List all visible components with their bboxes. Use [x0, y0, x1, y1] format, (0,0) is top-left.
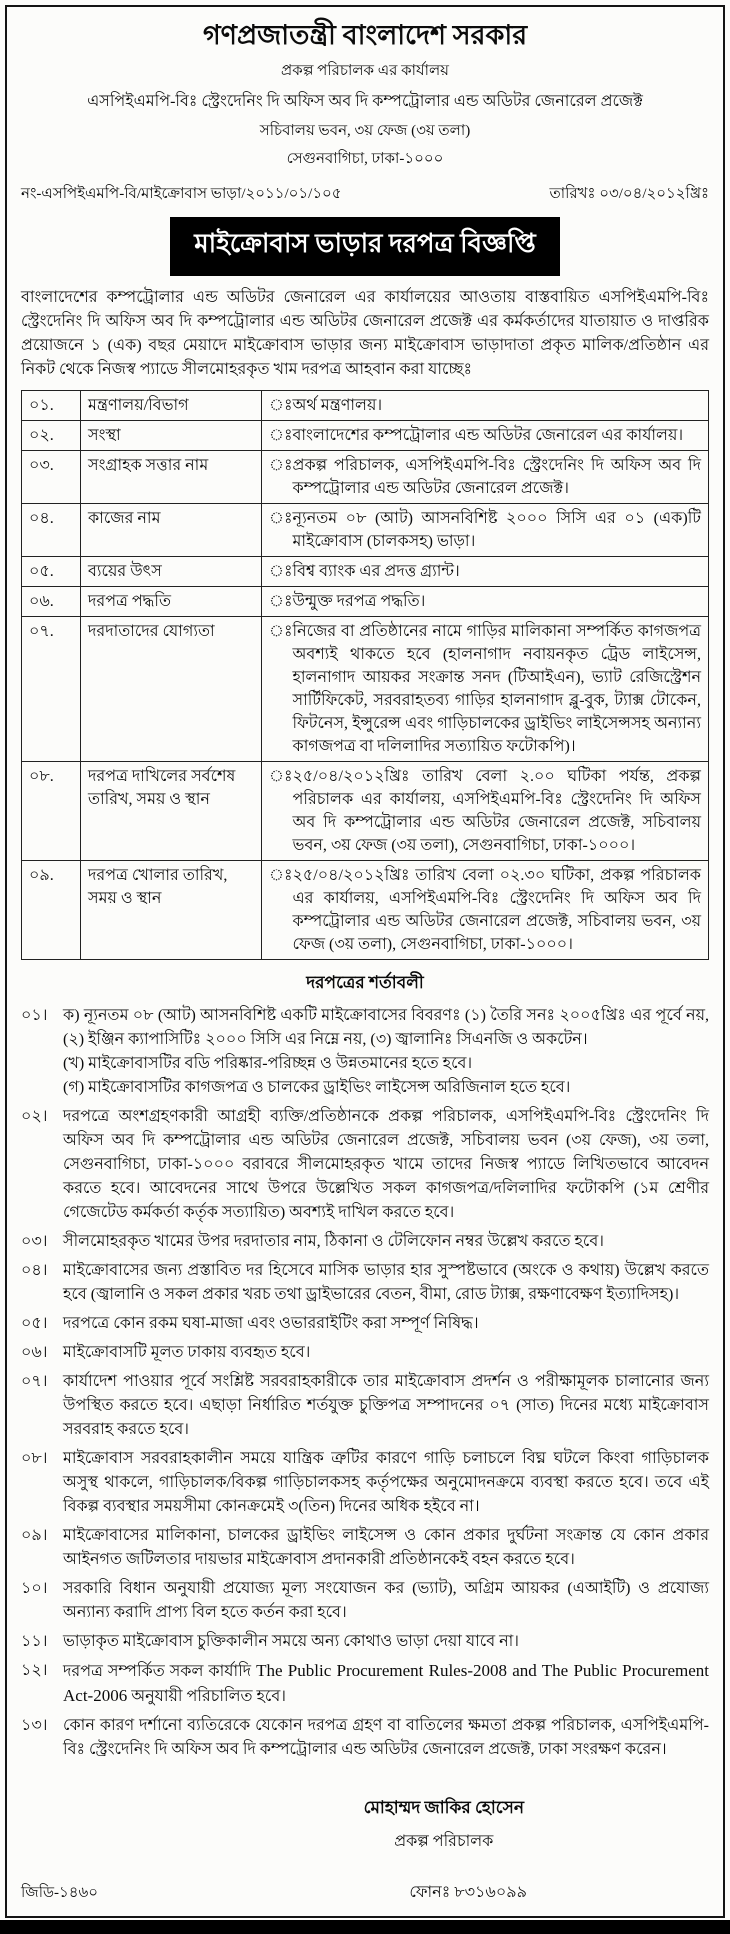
row-number: ০৪.: [22, 503, 81, 556]
term-text: কোন কারণ দর্শানো ব্যতিরেকে যেকোন দরপত্র গ্রহণ বা বাতিলের ক্ষমতা প্রকল্প পরিচালক, এসপিইএমপি-বিঃ স্ট্রেংদেনিং দি অফিস অব দি কম্পট্রোলার এন্ড অডিটর জেনারেল প্রজেক্ট, ঢাকা সংরক্ষণ করেন।: [63, 1716, 709, 1758]
footer-row: [21, 1879, 709, 1910]
colon-separator: ঃ: [269, 592, 293, 610]
term-text: মাইক্রোবাসটি মূলত ঢাকায় ব্যবহৃত হবে।: [63, 1343, 311, 1361]
row-number: ০৫.: [22, 556, 81, 586]
row-label: সংগ্রাহক সত্তার নাম: [81, 450, 262, 503]
term-text-english: The Public Procurement Rules-2008 and The Public Procurement Act-2006: [63, 1660, 710, 1705]
term-subitem-ga: (গ) মাইক্রোবাসটির কাগজপত্র ও চালকের ড্রাইভিং লাইসেন্স অরিজিনাল হতে হবে।: [63, 1078, 571, 1096]
table-row: [22, 616, 709, 761]
terms-heading: দরপত্রের শর্তাবলী: [306, 972, 424, 992]
row-value: বাংলাদেশের কম্পট্রোলার এন্ড অডিটর জেনারেল এর কার্যালয়।: [292, 426, 684, 444]
colon-separator: ঃ: [269, 866, 293, 884]
row-value: অর্থ মন্ত্রণালয়।: [292, 396, 383, 414]
term-number: ১২।: [21, 1661, 48, 1679]
term-text-bengali-pre: দরপত্র সম্পর্কিত সকল কার্যাদি: [63, 1662, 257, 1680]
colon-separator: ঃ: [269, 396, 293, 414]
term-item: [21, 1312, 709, 1336]
term-subitem-kha: (খ) মাইক্রোবাসটির বডি পরিষ্কার-পরিচ্ছন্ন ও উন্নতমানের হতে হবে।: [63, 1054, 473, 1072]
term-number: ০৭।: [21, 1372, 48, 1390]
row-value: প্রকল্প পরিচালক, এসপিইএমপি-বিঃ স্ট্রেংদেনিং দি অফিস অব দি কম্পট্রোলার এন্ড অডিটর জেনারেল প্রজেক্ট।: [292, 456, 701, 497]
term-item: [21, 1259, 709, 1307]
office-name: প্রকল্প পরিচালক এর কার্যালয়: [281, 62, 449, 79]
table-row: [22, 450, 709, 503]
term-text: [63, 1659, 709, 1709]
term-item: [21, 1105, 709, 1225]
project-name: এসপিইএমপি-বিঃ স্ট্রেংদেনিং দি অফিস অব দি কম্পট্রোলার এন্ড অডিটর জেনারেল প্রজেক্ট: [87, 92, 643, 110]
table-row: [22, 860, 709, 959]
row-label: দরদাতাদের যোগ্যতা: [81, 616, 262, 761]
term-item: [21, 1524, 709, 1572]
colon-separator: ঃ: [269, 509, 293, 527]
colon-separator: ঃ: [269, 426, 293, 444]
term-item: [21, 1230, 709, 1254]
term-number: ০২।: [21, 1107, 48, 1125]
row-value: নিজের বা প্রতিষ্ঠানের নামে গাড়ির মালিকানা সম্পর্কিত কাগজপত্র অবশ্যই থাকতে হবে (হালনাগাদ নবায়নকৃত ট্রেড লাইসেন্স, হালনাগাদ আয়কর সংক্রান্ত সনদ (টিআইএন), ভ্যাট রেজিস্ট্রেশন সার্টিফিকেট, সরবরাহতব্য গাড়ির হালনাগাদ ব্লু-বুক, ট্যাক্স টোকেন, ফিটনেস, ইন্সুরেন্স এবং গাড়িচালকের ড্রাইভিং লাইসেন্সসহ অন্যান্য কাগজপত্র বা দলিলাদির সত্যায়িত ফটোকপি)।: [292, 622, 701, 755]
term-text: দরপত্রে অংশগ্রহণকারী আগ্রহী ব্যক্তি/প্রতিষ্ঠানকে প্রকল্প পরিচালক, এসপিইএমপি-বিঃ স্ট্রেংদেনিং দি অফিস অব দি কম্পট্রোলার এন্ড অডিটর জেনারেল প্রজেক্ট, সচিবালয় ভবন (৩য় ফেজ), ৩য় তলা, সেগুনবাগিচা, ঢাকা-১০০০ বরাবরে সীলমোহরকৃত খামে তাদের নিজস্ব প্যাডে লিখিতভাবে আবেদন করতে হবে। আবেদনের সাথে উপরে উল্লেখিত সকল কাগজপত্র/দলিলাদির ফটোকপি (১ম শ্রেণীর গেজেটেড কর্মকর্তা কর্তৃক সত্যায়িত) অবশ্যই দাখিল করতে হবে।: [63, 1107, 709, 1221]
colon-separator: ঃ: [269, 767, 293, 785]
colon-separator: ঃ: [269, 456, 293, 474]
term-number: ০১।: [21, 1006, 48, 1024]
row-label: মন্ত্রণালয়/বিভাগ: [81, 390, 262, 420]
term-number: ০৯।: [21, 1526, 48, 1544]
table-row: [22, 503, 709, 556]
row-number: ০৭.: [22, 616, 81, 761]
gd-number: জিডি-১৪৬০: [21, 1884, 99, 1901]
term-item: [21, 1630, 709, 1654]
table-row: [22, 420, 709, 450]
term-text: সীলমোহরকৃত খামের উপর দরদাতার নাম, ঠিকানা ও টেলিফোন নম্বর উল্লেখ করতে হবে।: [63, 1232, 604, 1250]
term-text-bengali-post: অনুযায়ী পরিচালিত হবে।: [127, 1687, 286, 1705]
term-text: সরকারি বিধান অনুযায়ী প্রযোজ্য মূল্য সংযোজন কর (ভ্যাট), অগ্রিম আয়কর (এআইটি) ও প্রযোজ্য অন্যান্য করাদি প্রাপ্য বিল হতে কর্তন করা হবে।: [63, 1579, 709, 1621]
term-item: [21, 1341, 709, 1365]
document-body: [5, 5, 725, 1918]
memo-number: নং-এসপিইএমপি-বি/মাইক্রোবাস ভাড়া/২০১১/০১/১০৫: [21, 185, 342, 202]
term-text: দরপত্রে কোন রকম ঘষা-মাজা এবং ওভাররাইটিং করা সম্পূর্ণ নিষিদ্ধ।: [63, 1314, 479, 1332]
signatory-name: মোহাম্মদ জাকির হোসেন: [363, 1797, 524, 1817]
row-number: ০২.: [22, 420, 81, 450]
term-number: ০৪।: [21, 1261, 48, 1279]
term-text: ভাড়াকৃত মাইক্রোবাস চুক্তিকালীন সময়ে অন্য কোথাও ভাড়া দেয়া যাবে না।: [63, 1632, 520, 1650]
tender-info-table: [21, 390, 709, 960]
term-number: ০৬।: [21, 1343, 48, 1361]
table-row: [22, 390, 709, 420]
row-label: দরপত্র খোলার তারিখ, সময় ও স্থান: [81, 860, 262, 959]
table-row: [22, 586, 709, 616]
term-number: ১০।: [21, 1579, 48, 1597]
row-number: ০৬.: [22, 586, 81, 616]
row-label: দরপত্র পদ্ধতি: [81, 586, 262, 616]
term-item: [21, 1577, 709, 1625]
row-label: দরপত্র দাখিলের সর্বশেষ তারিখ, সময় ও স্থান: [81, 761, 262, 860]
signature-block: [364, 1795, 524, 1855]
row-value: ২৫/০৪/২০১২খ্রিঃ তারিখ বেলা ০২.৩০ ঘটিকা, প্রকল্প পরিচালক এর কার্যালয়, এসপিইএমপি-বিঃ স্ট্রেংদেনিং দি অফিস অব দি কম্পট্রোলার এন্ড অডিটর জেনারেল প্রজেক্ট, সচিবালয় ভবন, ৩য় ফেজ (৩য় তলা), সেগুনবাগিচা, ঢাকা-১০০০।: [292, 866, 701, 953]
term-item: [21, 1447, 709, 1519]
term-item: [21, 1659, 709, 1709]
office-address-line1: সচিবালয় ভবন, ৩য় ফেজ (৩য় তলা): [259, 122, 471, 139]
term-text: ক) ন্যূনতম ০৮ (আট) আসনবিশিষ্ট একটি মাইক্রোবাসের বিবরণঃ (১) তৈরি সনঃ ২০০৫খ্রিঃ এর পূর্বে নয়, (২) ইঞ্জিন ক্যাপাসিটিঃ ২০০০ সিসি এর নিম্নে নয়, (৩) জ্বালানিঃ সিএনজি ও অকটেন।: [63, 1006, 709, 1048]
row-number: ০৩.: [22, 450, 81, 503]
notice-title: মাইক্রোবাস ভাড়ার দরপত্র বিজ্ঞপ্তি: [170, 217, 560, 276]
row-number: ০১.: [22, 390, 81, 420]
table-row: [22, 556, 709, 586]
bottom-black-bar: [0, 1920, 730, 1934]
term-number: ১৩।: [21, 1716, 48, 1734]
document-date: তারিখঃ ০৩/০৪/২০১২খ্রিঃ: [549, 185, 709, 202]
intro-paragraph: বাংলাদেশের কম্পট্রোলার এন্ড অডিটর জেনারেল এর কার্যালয়ের আওতায় বাস্তবায়িত এসপিইএমপি-বিঃ স্ট্রেংদেনিং দি অফিস অব দি কম্পট্রোলার এন্ড অডিটর জেনারেল প্রজেক্ট এর কর্মকর্তাদের যাতায়াত ও দাপ্তরিক প্রয়োজনে ১ (এক) বছর মেয়াদে মাইক্রোবাস ভাড়ার জন্য মাইক্রোবাস ভাড়াদাতা প্রকৃত মালিক/প্রতিষ্ঠান এর নিকট থেকে নিজস্ব প্যাডে সীলমোহরকৃত খাম দরপত্র আহবান করা যাচ্ছেঃ: [21, 288, 709, 378]
term-text: কার্যাদেশ পাওয়ার পূর্বে সংশ্লিষ্ট সরবরাহকারীকে তার মাইক্রোবাস প্রদর্শন ও পরীক্ষামূলক চালানোর জন্য উপস্থিত করতে হবে। এছাড়া নির্ধারিত শর্তযুক্ত চুক্তিপত্র সম্পাদনের ০৭ (সাত) দিনের মধ্যে মাইক্রোবাস সরবরাহ করতে হবে।: [63, 1372, 709, 1438]
row-value: ২৫/০৪/২০১২খ্রিঃ তারিখ বেলা ২.০০ ঘটিকা পর্যন্ত, প্রকল্প পরিচালক এর কার্যালয়, এসপিইএমপি-বিঃ স্ট্রেংদেনিং দি অফিস অব দি কম্পট্রোলার এন্ড অডিটর জেনারেল প্রজেক্ট, সচিবালয় ভবন, ৩য় ফেজ (৩য় তলা), সেগুনবাগিচা, ঢাকা-১০০০।: [292, 767, 701, 854]
row-label: সংস্থা: [81, 420, 262, 450]
term-item: [21, 1714, 709, 1762]
term-number: ০৫।: [21, 1314, 48, 1332]
row-number: ০৯.: [22, 860, 81, 959]
notice-title-banner-wrap: [21, 217, 709, 276]
signatory-designation: প্রকল্প পরিচালক: [394, 1832, 494, 1850]
term-text: মাইক্রোবাসের মালিকানা, চালকের ড্রাইভিং লাইসেন্স ও কোন প্রকার দুর্ঘটনা সংক্রান্ত যে কোন প্রকার আইনগত জটিলতার দায়ভার মাইক্রোবাস প্রদানকারী প্রতিষ্ঠানকেই বহন করতে হবে।: [63, 1526, 709, 1568]
flex-spacer: [21, 1767, 709, 1777]
reference-row: [21, 182, 709, 207]
row-value: ন্যূনতম ০৮ (আট) আসনবিশিষ্ট ২০০০ সিসি এর ০১ (এক)টি মাইক্রোবাস (চালকসহ) ভাড়া।: [292, 509, 701, 550]
term-number: ১১।: [21, 1632, 48, 1650]
term-text: মাইক্রোবাস সরবরাহকালীন সময়ে যান্ত্রিক ত্রুটির কারণে গাড়ি চলাচলে বিঘ্ন ঘটলে কিংবা গাড়িচালক অসুস্থ থাকলে, গাড়িচালক/বিকল্প গাড়িচালকসহ কর্তৃপক্ষের অনুমোদনক্রমে ব্যবস্থা করতে হবে। তবে এই বিকল্প ব্যবস্থার সময়সীমা কোনক্রমেই ৩(তিন) দিনের অধিক হইবে না।: [63, 1449, 709, 1515]
row-value: উন্মুক্ত দরপত্র পদ্ধতি।: [292, 592, 426, 610]
colon-separator: ঃ: [269, 562, 293, 580]
row-label: কাজের নাম: [81, 503, 262, 556]
colon-separator: ঃ: [269, 622, 293, 640]
row-label: ব্যয়ের উৎস: [81, 556, 262, 586]
row-number: ০৮.: [22, 761, 81, 860]
term-number: ০৮।: [21, 1449, 48, 1467]
phone-number: ফোনঃ ৮৩১৬০৯৯: [409, 1883, 527, 1901]
government-title: গণপ্রজাতন্ত্রী বাংলাদেশ সরকার: [202, 20, 528, 50]
term-item: [21, 1004, 709, 1100]
term-text: মাইক্রোবাসের জন্য প্রস্তাবিত দর হিসেবে মাসিক ভাড়ার হার সুস্পষ্টভাবে (অংকে ও কথায়) উল্লেখ করতে হবে (জ্বালানি ও সকল প্রকার খরচ তথা ড্রাইভারের বেতন, বীমা, রোড ট্যাক্স, রক্ষণাবেক্ষণ ইত্যাদিসহ)।: [63, 1261, 709, 1303]
office-address-line2: সেগুনবাগিচা, ঢাকা-১০০০: [286, 150, 444, 167]
term-item: [21, 1370, 709, 1442]
table-row: [22, 761, 709, 860]
term-number: ০৩।: [21, 1232, 48, 1250]
row-value: বিশ্ব ব্যাংক এর প্রদত্ত গ্র্যান্ট।: [292, 562, 460, 580]
document-header: [21, 19, 709, 172]
